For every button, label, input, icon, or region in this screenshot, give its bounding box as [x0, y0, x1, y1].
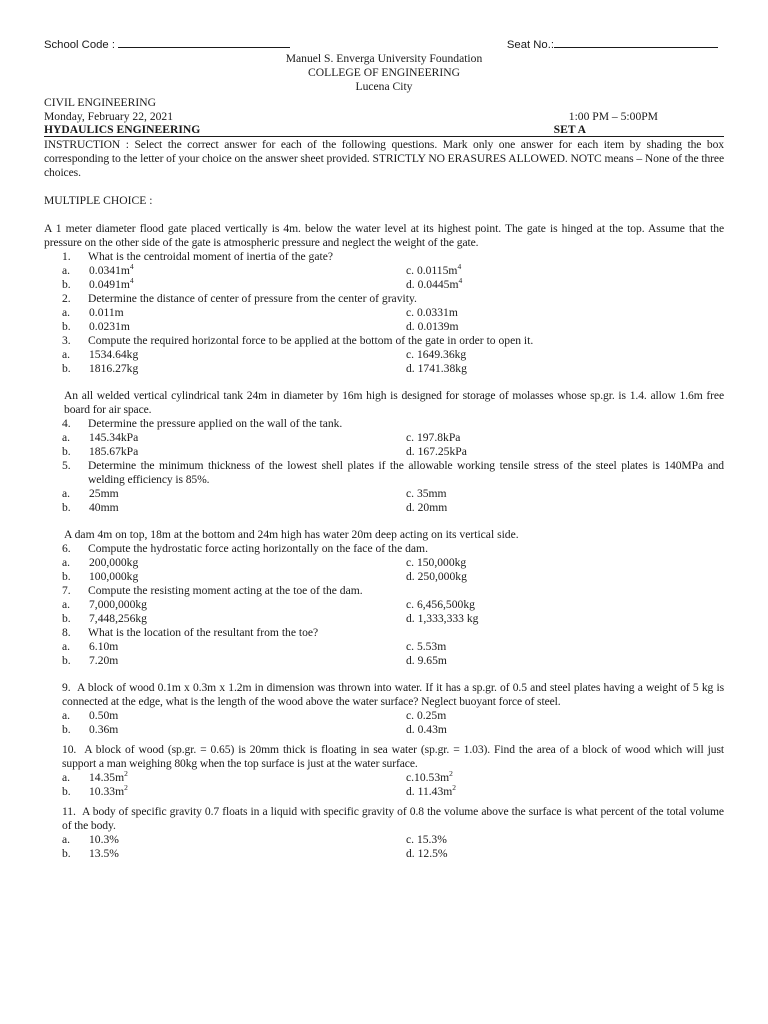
choice-d: d. 167.25kPa: [406, 445, 467, 458]
choice-letter-b: b.: [62, 501, 71, 514]
school-code-label: School Code :: [44, 39, 115, 51]
choice-d: d. 0.43m: [406, 723, 447, 736]
choices-row: [44, 431, 724, 445]
choice-c: c. $0.0115m^4$: [406, 262, 462, 277]
question-number: 3.: [62, 334, 71, 347]
choice-letter-b: b.: [62, 570, 71, 583]
choice-d: d. $0.0445m^4$: [406, 276, 463, 291]
question-number: 9.: [62, 681, 71, 694]
choice-d: d. 1741.38kg: [406, 362, 467, 375]
question-text: Determine the pressure applied on the wall of the tank.: [88, 417, 343, 430]
choice-b: 100,000kg: [89, 570, 139, 583]
choices-row: [44, 306, 724, 320]
choice-letter-b: b.: [62, 320, 71, 333]
question-number: 11.: [62, 805, 76, 818]
section-title: MULTIPLE CHOICE :: [44, 194, 153, 207]
choice-a: $14.35m^2$: [89, 769, 128, 784]
choices-row: [44, 445, 724, 459]
choice-c: c. 1649.36kg: [406, 348, 467, 361]
choice-c: c. 6,456,500kg: [406, 598, 475, 611]
choices-row: [44, 654, 724, 668]
exam-date: Monday, February 22, 2021: [44, 110, 174, 123]
choice-letter-b: b.: [62, 847, 71, 860]
choices-row: [44, 278, 724, 292]
choice-letter-a: a.: [62, 709, 71, 722]
college-name: COLLEGE OF ENGINEERING: [308, 66, 460, 79]
choice-letter-a: a.: [62, 487, 71, 500]
question-text: What is the location of the resultant from the toe?: [88, 626, 319, 639]
header-fields: [44, 36, 724, 52]
question-5: [44, 459, 724, 487]
choice-b: 185.67kPa: [89, 445, 139, 458]
choices-row: [44, 264, 724, 278]
choice-letter-b: b.: [62, 654, 71, 667]
question-3: [44, 334, 724, 348]
question-4: [44, 417, 724, 431]
choice-a: 25mm: [89, 487, 119, 500]
question-text: Compute the required horizontal force to be applied at the bottom of the gate in order to open it.: [88, 334, 534, 347]
choice-letter-a: a.: [62, 640, 71, 653]
subject-title: HYDAULICS ENGINEERING: [44, 123, 201, 136]
department: CIVIL ENGINEERING: [44, 96, 156, 109]
choice-b: 7.20m: [89, 654, 119, 667]
choices-row: [44, 612, 724, 626]
choice-b: 0.36m: [89, 723, 119, 736]
choices-row: [44, 771, 724, 785]
choice-a: 200,000kg: [89, 556, 139, 569]
choice-letter-b: b.: [62, 278, 71, 291]
choice-b: 1816.27kg: [89, 362, 139, 375]
question-number: 4.: [62, 417, 71, 430]
school-code-field: [44, 36, 290, 52]
choice-c: c. 150,000kg: [406, 556, 467, 569]
choice-letter-a: a.: [62, 556, 71, 569]
city-name: Lucena City: [355, 80, 413, 93]
choice-letter-a: a.: [62, 348, 71, 361]
choices-row: [44, 709, 724, 723]
question-text: A block of wood (sp.gr. = 0.65) is 20mm thick is floating in sea water (sp.gr. = 1.03). Find the area of a block of wood which will just support a man weighing 80kg when the top surface is just at the water surface.: [62, 743, 724, 770]
question-number: 5.: [62, 459, 71, 472]
exam-page: [44, 36, 724, 861]
question-7: [44, 584, 724, 598]
choice-b: $0.0491m^4$: [89, 276, 134, 291]
choice-d: d. 9.65m: [406, 654, 447, 667]
seat-no-blank: [554, 36, 718, 48]
choices-row: [44, 598, 724, 612]
choice-d: d. 0.0139m: [406, 320, 459, 333]
choice-letter-b: b.: [62, 445, 71, 458]
choice-letter-b: b.: [62, 723, 71, 736]
choices-row: [44, 556, 724, 570]
question-number: 10.: [62, 743, 77, 756]
date-time-row: [44, 110, 724, 124]
choice-letter-a: a.: [62, 431, 71, 444]
choice-letter-b: b.: [62, 362, 71, 375]
choices-row: [44, 501, 724, 515]
choice-d: d. 1,333,333 kg: [406, 612, 479, 625]
question-9: [44, 681, 724, 709]
question-text: Compute the resisting moment acting at the toe of the dam.: [88, 584, 363, 597]
choice-letter-a: a.: [62, 833, 71, 846]
set-label: SET A: [553, 123, 586, 136]
seat-no-field: [507, 36, 718, 52]
choices-row: [44, 833, 724, 847]
question-10: [44, 743, 724, 771]
question-text: Compute the hydrostatic force acting horizontally on the face of the dam.: [88, 542, 428, 555]
question-8: [44, 626, 724, 640]
choice-a: 7,000,000kg: [89, 598, 147, 611]
choice-c: c. 15.3%: [406, 833, 447, 846]
choice-c: c. 5.53m: [406, 640, 447, 653]
choices-row: [44, 723, 724, 737]
choice-b: 7,448,256kg: [89, 612, 147, 625]
choices-row: [44, 847, 724, 861]
choice-letter-a: a.: [62, 264, 71, 277]
choice-a: 0.011m: [89, 306, 124, 319]
question-1: [44, 250, 724, 264]
choice-b: 0.0231m: [89, 320, 130, 333]
problem-2-text: An all welded vertical cylindrical tank 24m in diameter by 16m high is designed for storage of molasses whose sp.gr. is 1.4. allow 1.6m free board for air space.: [64, 389, 724, 416]
problem-3-text: A dam 4m on top, 18m at the bottom and 24m high has water 20m deep acting on its vertical side.: [64, 528, 519, 541]
question-number: 8.: [62, 626, 71, 639]
choice-letter-a: a.: [62, 598, 71, 611]
question-2: [44, 292, 724, 306]
choice-c: $c.10.53m^2$: [406, 769, 453, 784]
choice-a: 10.3%: [89, 833, 119, 846]
seat-no-label: Seat No.:: [506, 39, 554, 51]
question-text: Determine the distance of center of pressure from the center of gravity.: [88, 292, 417, 305]
choice-c: c. 0.0331m: [406, 306, 458, 319]
question-6: [44, 542, 724, 556]
choice-d: d. 12.5%: [406, 847, 448, 860]
choices-row: [44, 640, 724, 654]
question-number: 7.: [62, 584, 71, 597]
choice-d: d. 250,000kg: [406, 570, 467, 583]
problem-1-text: A 1 meter diameter flood gate placed vertically is 4m. below the water level at its highest point. The gate is hinged at the top. Assume that the pressure on the other side of the gate is atmospheric pressure and neglect the weight of the gate.: [44, 222, 724, 249]
choice-letter-a: a.: [62, 306, 71, 319]
choice-d: d. 20mm: [406, 501, 448, 514]
choice-b: 40mm: [89, 501, 119, 514]
university-name: Manuel S. Enverga University Foundation: [285, 52, 483, 65]
question-text: A block of wood 0.1m x 0.3m x 1.2m in dimension was thrown into water. If it has a sp.gr. of 0.5 and steel plates having a weight of 5 kg is connected at the edge, what is the length of the wood above the water surface? Neglect buoyant force of steel.: [62, 681, 724, 708]
question-number: 6.: [62, 542, 71, 555]
superscript: 4: [129, 262, 134, 272]
choice-c: c. 0.25m: [406, 709, 447, 722]
exam-time: 1:00 PM – 5:00PM: [568, 110, 658, 123]
question-11: [44, 805, 724, 833]
choice-c: c. 35mm: [406, 487, 447, 500]
choices-row: [44, 362, 724, 376]
choice-a: 1534.64kg: [89, 348, 139, 361]
choice-letter-b: b.: [62, 785, 71, 798]
choices-row: [44, 785, 724, 799]
question-number: 1.: [62, 250, 71, 263]
choice-b: $10.33m^2$: [89, 783, 128, 798]
choices-row: [44, 487, 724, 501]
instruction-text: INSTRUCTION : Select the correct answer for each of the following questions. Mark only one answer for each item by shading the box corresponding to the letter of your choice on the answer sheet provided. STRICTLY NO ERASURES ALLOWED. NOTC means – None of the three choices.: [44, 138, 724, 179]
question-text: Determine the minimum thickness of the lowest shell plates if the allowable working tensile stress of the steel plates is 140MPa and welding efficiency is 85%.: [88, 459, 724, 486]
choices-row: [44, 570, 724, 584]
question-text: A body of specific gravity 0.7 floats in a liquid with specific gravity of 0.8 the volume above the surface is what percent of the total volume of the body.: [62, 805, 724, 832]
choice-letter-a: a.: [62, 771, 71, 784]
choice-c: c. 197.8kPa: [406, 431, 461, 444]
subject-row: [44, 124, 724, 137]
choices-row: [44, 320, 724, 334]
choice-d: d. $11.43m^2$: [406, 783, 457, 798]
choice-a: 145.34kPa: [89, 431, 139, 444]
choice-a: 6.10m: [89, 640, 119, 653]
choice-b: 13.5%: [89, 847, 119, 860]
choice-a: $0.0341m^4$: [89, 262, 134, 277]
school-code-blank: [118, 36, 290, 48]
question-text: What is the centroidal moment of inertia of the gate?: [88, 250, 333, 263]
choice-a: 0.50m: [89, 709, 119, 722]
choices-row: [44, 348, 724, 362]
question-number: 2.: [62, 292, 71, 305]
choice-letter-b: b.: [62, 612, 71, 625]
